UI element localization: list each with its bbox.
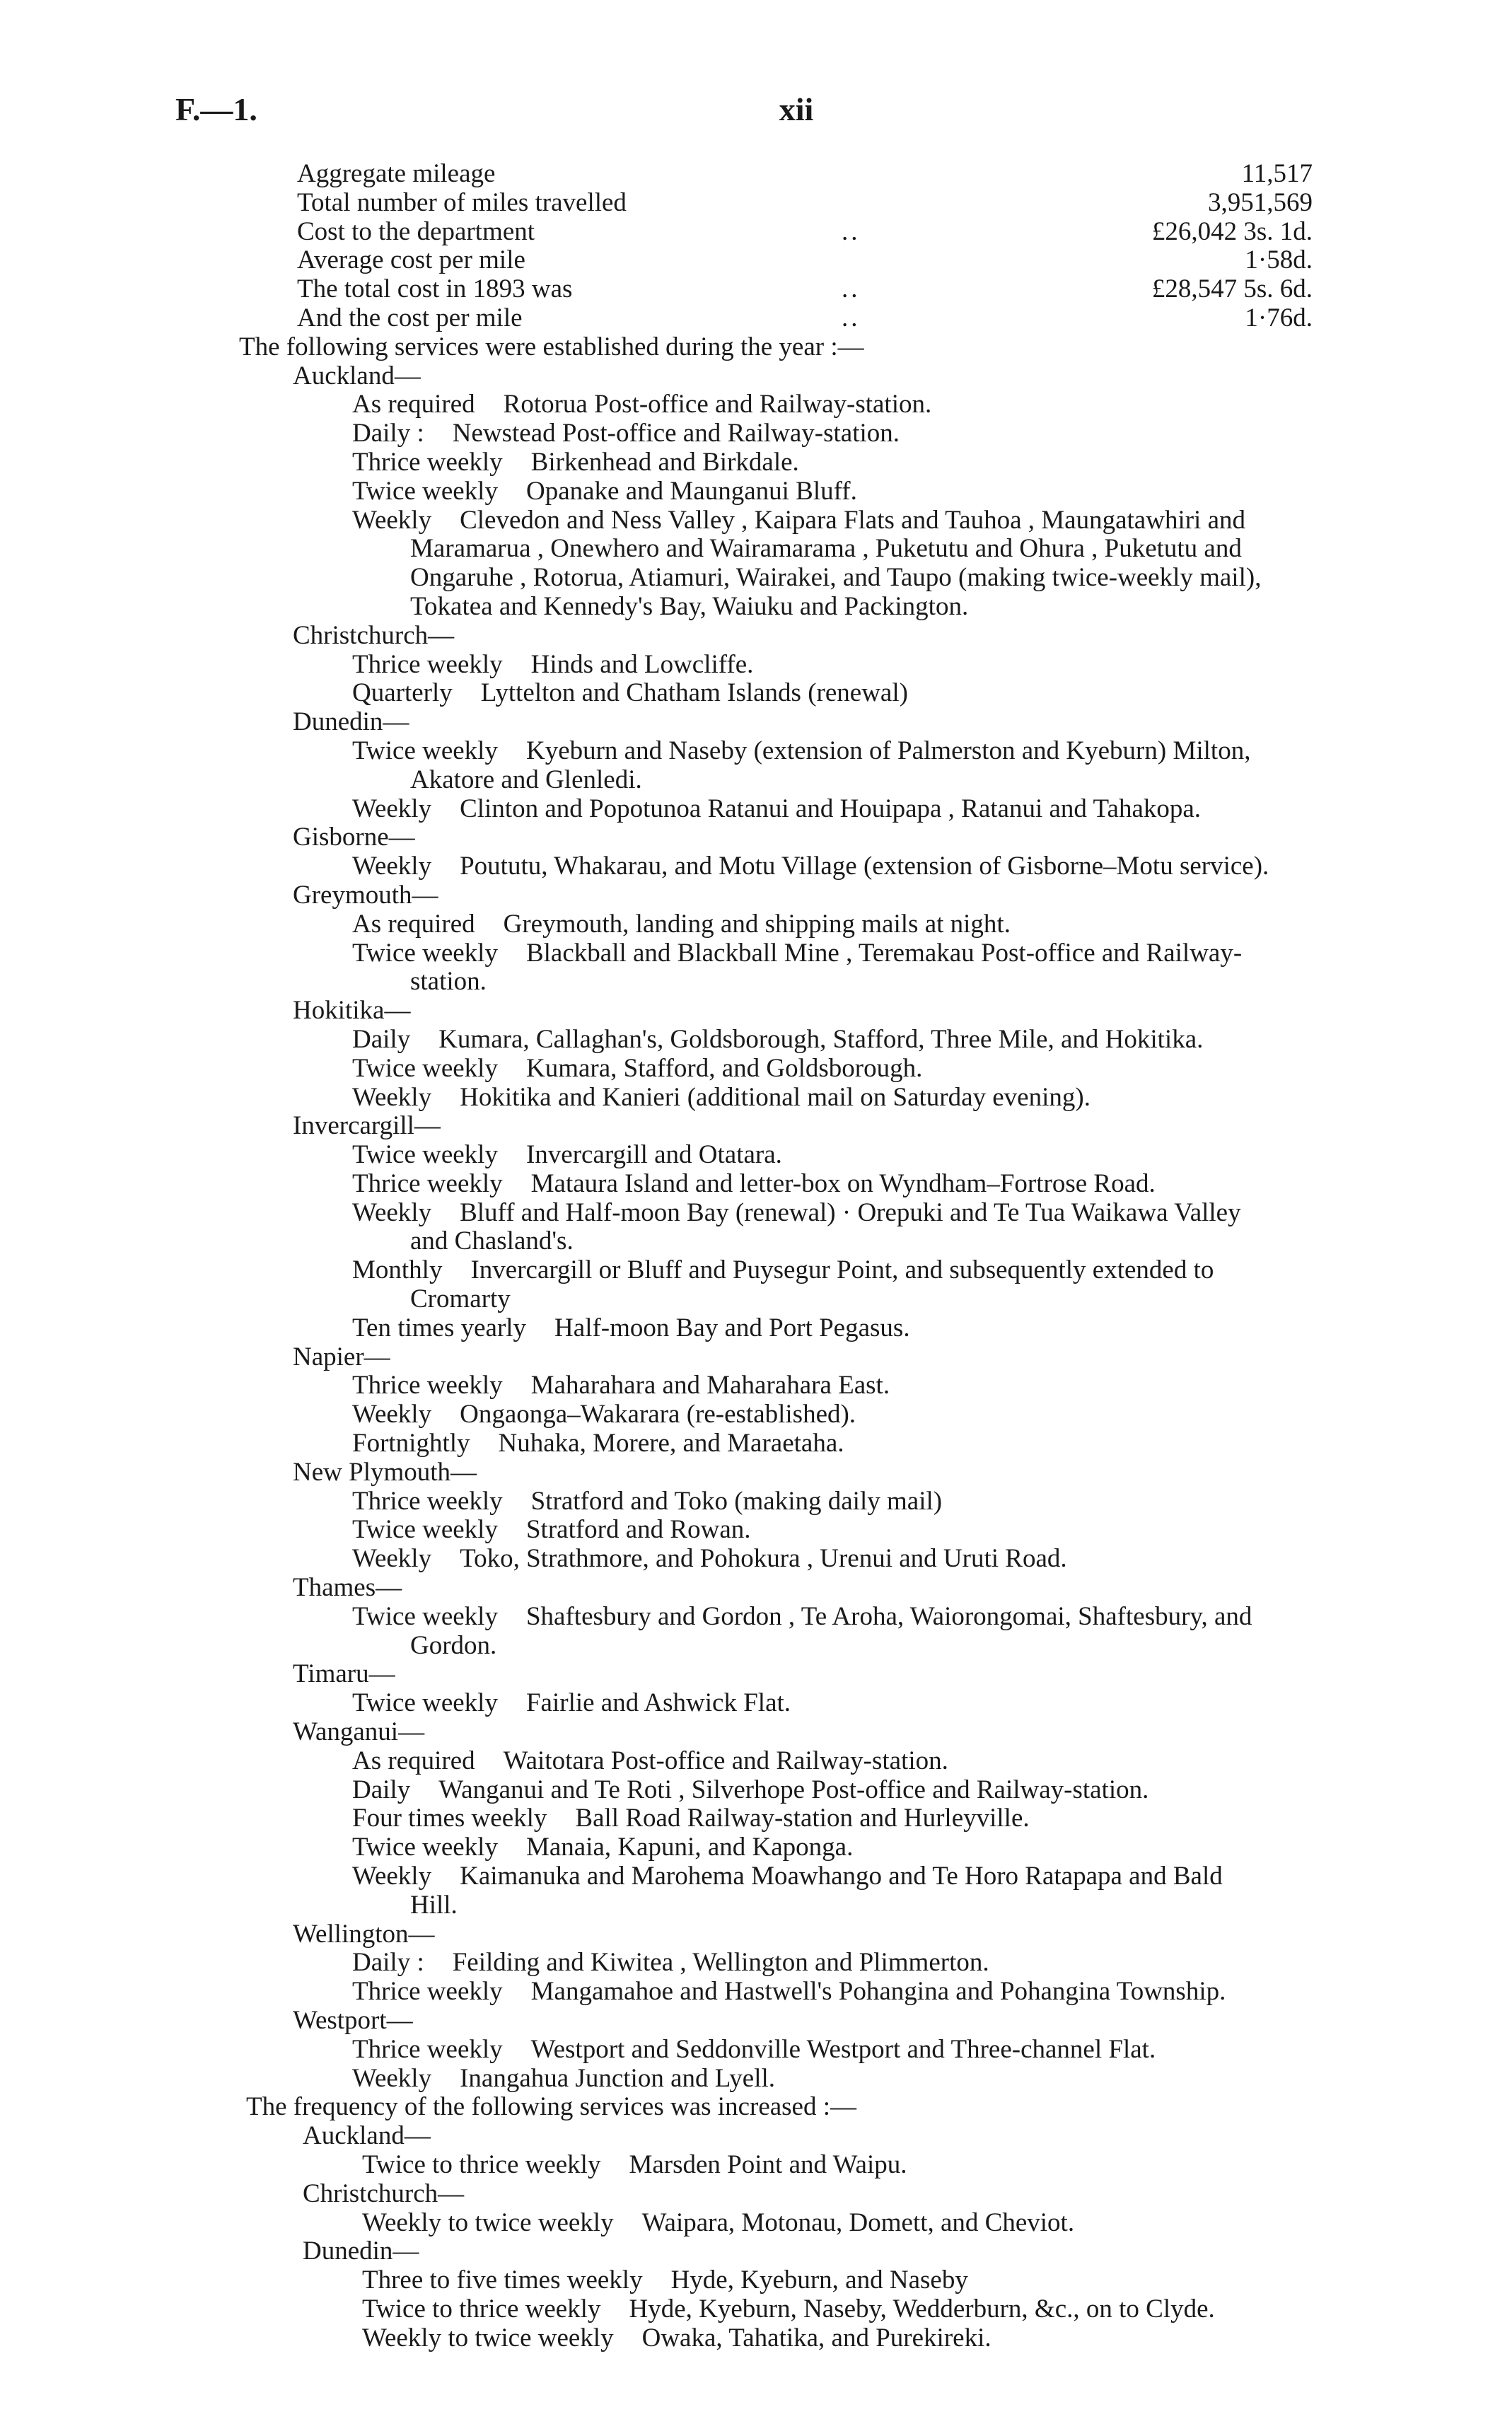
service-line: Twice weekly Shaftesbury and Gordon , Te Aroha, Waiorongomai, Shaftesbury, and	[352, 1601, 1252, 1631]
stat-row: Cost to the department .. £26,042 3s. 1d.	[297, 216, 1313, 246]
service-line: Fortnightly Nuhaka, Morere, and Maraetaha.	[352, 1429, 844, 1458]
stat-row: Aggregate mileage 11,517	[297, 159, 1313, 188]
region-heading: Wellington—	[293, 1919, 435, 1949]
service-continuation: Gordon.	[410, 1630, 497, 1660]
stat-row: And the cost per mile .. 1·76d.	[297, 303, 1313, 332]
region-heading: Christchurch—	[303, 2178, 465, 2208]
service-line: As required Rotorua Post-office and Railway-station.	[352, 390, 932, 419]
section-heading: The following services were established during the year :—	[239, 332, 864, 361]
service-line: Twice weekly Opanake and Maunganui Bluff.	[352, 476, 857, 506]
service-line: Weekly Ongaonga–Wakarara (re-established).	[352, 1400, 856, 1429]
service-line: Weekly Inangahua Junction and Lyell.	[352, 2063, 776, 2093]
service-line: Twice weekly Manaia, Kapuni, and Kaponga.	[352, 1833, 854, 1862]
service-line: Thrice weekly Birkenhead and Birkdale.	[352, 447, 799, 477]
service-line: Twice weekly Stratford and Rowan.	[352, 1515, 751, 1545]
document-body	[0, 160, 1512, 2353]
region-heading: Timaru—	[293, 1659, 395, 1689]
service-line: Weekly to twice weekly Waipara, Motonau, Domett, and Cheviot.	[362, 2207, 1075, 2237]
service-continuation: Tokatea and Kennedy's Bay, Waiuku and Packington.	[410, 591, 969, 621]
service-line: Quarterly Lyttelton and Chatham Islands (renewal)	[352, 678, 908, 708]
page-number: xii	[779, 91, 814, 127]
region-heading: Dunedin—	[293, 707, 409, 737]
section-heading: The frequency of the following services was increased :—	[246, 2092, 857, 2122]
service-line: Weekly Clinton and Popotunoa Ratanui and Houipapa , Ratanui and Tahakopa.	[352, 794, 1202, 823]
service-continuation: and Chasland's.	[410, 1226, 574, 1256]
service-continuation: Cromarty	[410, 1284, 511, 1314]
region-heading: Dunedin—	[303, 2236, 419, 2266]
service-continuation: Akatore and Glenledi.	[410, 765, 642, 794]
service-line: Daily : Feilding and Kiwitea , Wellington and Plimmerton.	[352, 1948, 989, 1978]
region-heading: Westport—	[293, 2006, 413, 2035]
service-line: Thrice weekly Maharahara and Maharahara East.	[352, 1371, 890, 1400]
page-reference: F.—1.	[175, 91, 257, 127]
service-line: Thrice weekly Mangamahoe and Hastwell's Pohangina and Pohangina Township.	[352, 1977, 1226, 2007]
stat-row: Average cost per mile 1·58d.	[297, 245, 1313, 275]
region-heading: Auckland—	[293, 361, 421, 390]
service-line: Weekly Hokitika and Kanieri (additional mail on Saturday evening).	[352, 1082, 1091, 1112]
service-line: Twice weekly Fairlie and Ashwick Flat.	[352, 1688, 791, 1718]
service-line: Weekly Bluff and Half-moon Bay (renewal) · Orepuki and Te Tua Waikawa Valley	[352, 1197, 1241, 1227]
service-line: Weekly Toko, Strathmore, and Pohokura , Urenui and Uruti Road.	[352, 1544, 1067, 1574]
region-heading: Auckland—	[303, 2121, 431, 2151]
service-line: Daily Wanganui and Te Roti , Silverhope Post-office and Railway-station.	[352, 1775, 1149, 1804]
region-heading: Greymouth—	[293, 880, 438, 910]
region-heading: New Plymouth—	[293, 1457, 477, 1487]
service-continuation: Maramarua , Onewhero and Wairamarama , Puketutu and Ohura , Puketutu and	[410, 534, 1242, 564]
service-line: Ten times yearly Half-moon Bay and Port Pegasus.	[352, 1313, 910, 1342]
service-line: Four times weekly Ball Road Railway-station and Hurleyville.	[352, 1804, 1030, 1833]
stat-row: Total number of miles travelled 3,951,569	[297, 187, 1313, 217]
region-heading: Napier—	[293, 1342, 390, 1371]
service-line: Twice weekly Kumara, Stafford, and Goldsborough.	[352, 1053, 923, 1083]
service-line: Thrice weekly Stratford and Toko (making daily mail)	[352, 1486, 943, 1516]
region-heading: Gisborne—	[293, 823, 415, 852]
service-line: As required Greymouth, landing and shipping mails at night.	[352, 909, 1011, 939]
region-heading: Invercargill—	[293, 1111, 441, 1141]
region-heading: Thames—	[293, 1573, 402, 1603]
service-line: As required Waitotara Post-office and Railway-station.	[352, 1746, 948, 1775]
service-line: Twice to thrice weekly Hyde, Kyeburn, Naseby, Wedderburn, &c., on to Clyde.	[362, 2294, 1215, 2323]
service-line: Twice weekly Kyeburn and Naseby (extension of Palmerston and Kyeburn) Milton,	[352, 736, 1251, 765]
service-line: Twice weekly Blackball and Blackball Mine , Teremakau Post-office and Railway-	[352, 938, 1243, 968]
service-line: Thrice weekly Mataura Island and letter-box on Wyndham–Fortrose Road.	[352, 1168, 1156, 1198]
service-continuation: Ongaruhe , Rotorua, Atiamuri, Wairakei, and Taupo (making twice-weekly mail),	[410, 563, 1262, 593]
service-line: Weekly Poututu, Whakarau, and Motu Village (extension of Gisborne–Motu service).	[352, 852, 1269, 881]
region-heading: Wanganui—	[293, 1717, 425, 1747]
service-line: Twice weekly Invercargill and Otatara.	[352, 1140, 782, 1170]
service-line: Daily Kumara, Callaghan's, Goldsborough, Stafford, Three Mile, and Hokitika.	[352, 1024, 1204, 1054]
service-line: Weekly to twice weekly Owaka, Tahatika, and Purekireki.	[362, 2323, 991, 2352]
service-line: Three to five times weekly Hyde, Kyeburn, and Naseby	[362, 2265, 968, 2295]
service-line: Weekly Kaimanuka and Marohema Moawhango and Te Horo Ratapapa and Bald	[352, 1862, 1223, 1891]
statistics-block	[0, 160, 1512, 333]
service-line: Twice to thrice weekly Marsden Point and Waipu.	[362, 2149, 907, 2179]
service-line: Weekly Clevedon and Ness Valley , Kaipara Flats and Tauhoa , Maungatawhiri and	[352, 505, 1245, 535]
stat-row: The total cost in 1893 was .. £28,547 5s. 6d.	[297, 274, 1313, 304]
region-heading: Hokitika—	[293, 996, 411, 1026]
service-continuation: station.	[410, 967, 487, 997]
service-continuation: Hill.	[410, 1890, 458, 1920]
service-line: Monthly Invercargill or Bluff and Puysegur Point, and subsequently extended to	[352, 1255, 1214, 1285]
service-line: Thrice weekly Westport and Seddonville Westport and Three-channel Flat.	[352, 2034, 1156, 2064]
region-heading: Christchurch—	[293, 620, 455, 650]
service-line: Thrice weekly Hinds and Lowcliffe.	[352, 649, 754, 679]
service-line: Daily : Newstead Post-office and Railway-station.	[352, 419, 900, 448]
